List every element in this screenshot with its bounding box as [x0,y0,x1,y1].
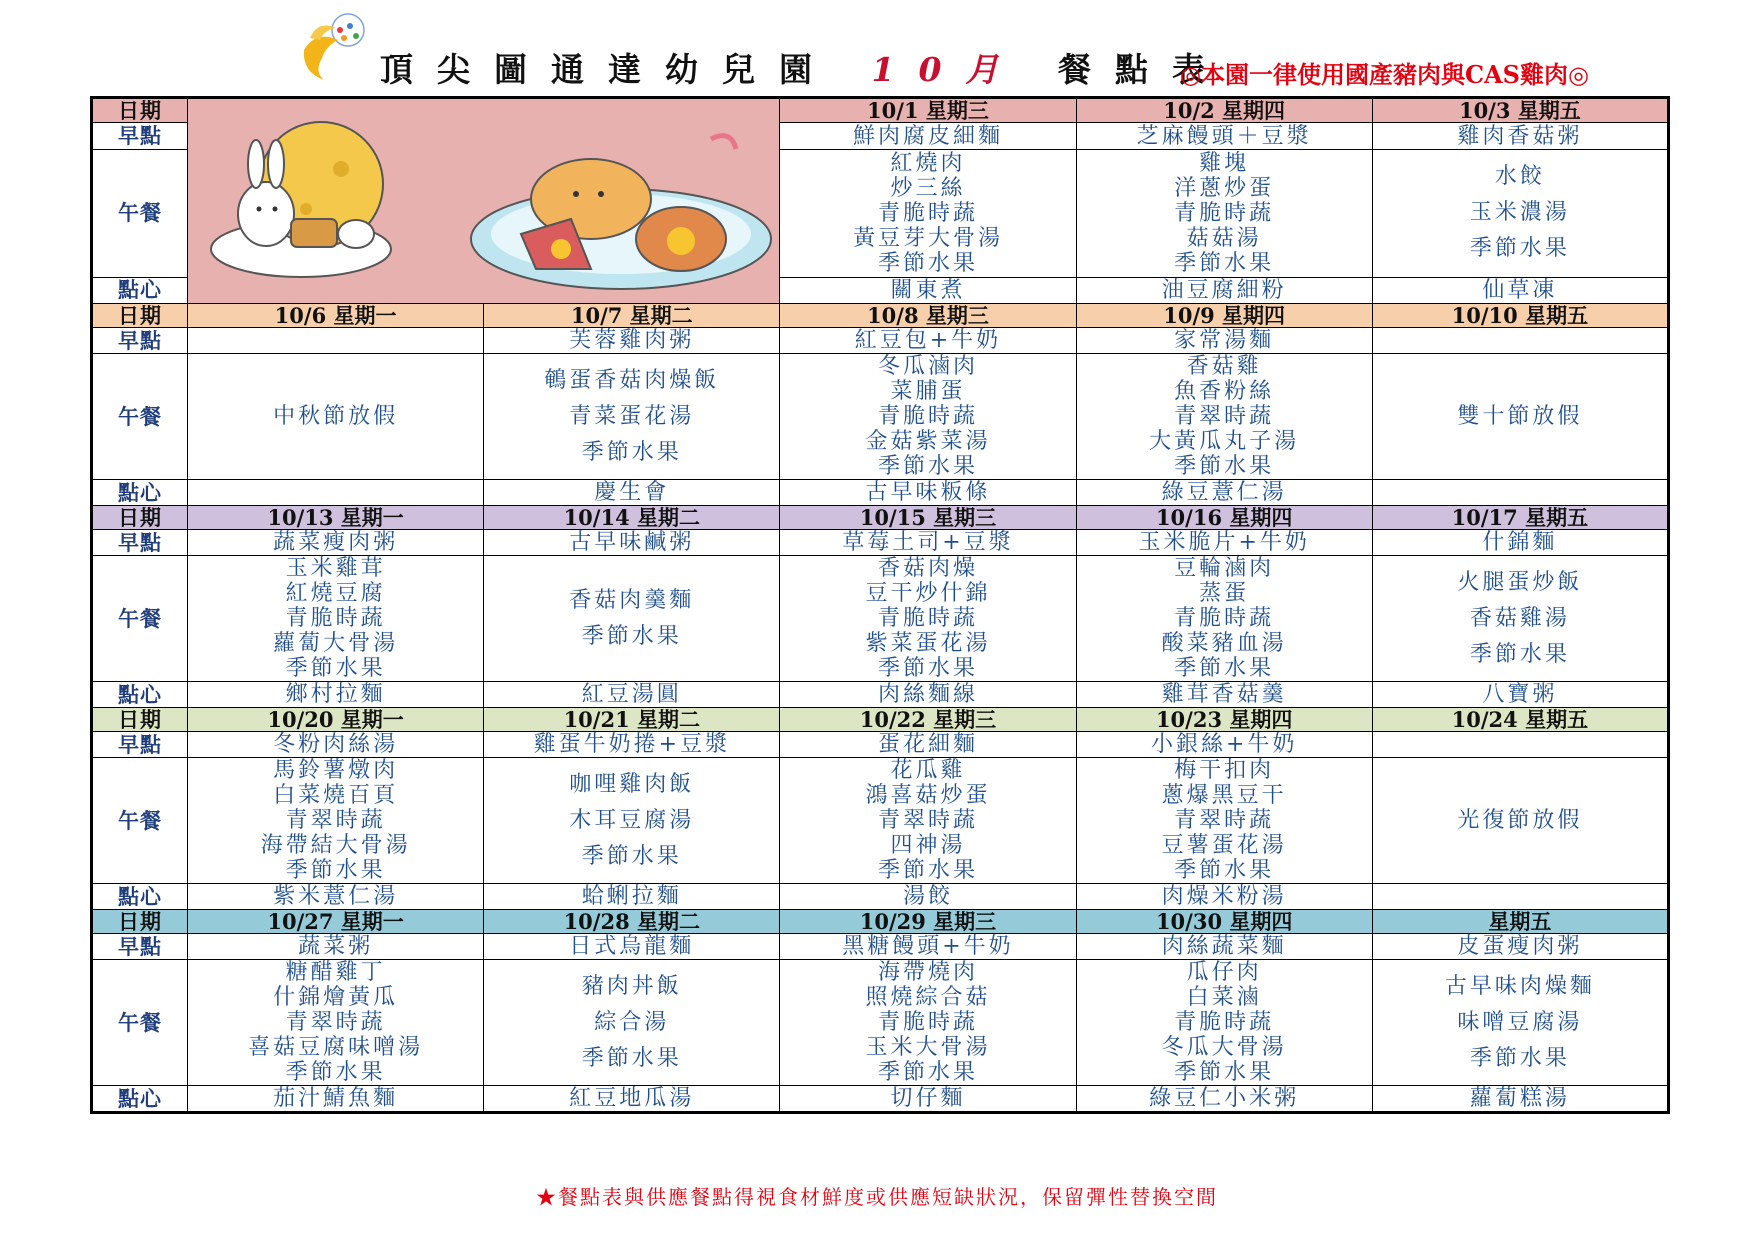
lunch-item: 季節水果 [581,843,682,869]
lunch-label: 午餐 [92,556,188,682]
snack-cell: 古早味粄條 [780,480,1076,506]
lunch-cell [1372,149,1668,277]
lunch-cell [1076,758,1372,884]
breakfast-cell: 古早味鹹粥 [484,530,780,556]
lunch-item: 炒三絲 [890,175,966,201]
breakfast-cell: 蛋花細麵 [780,732,1076,758]
lunch-item: 季節水果 [1469,1045,1570,1071]
breakfast-cell: 家常湯麵 [1076,328,1372,354]
mid-autumn-illustration [188,98,780,304]
breakfast-cell: 芝麻饅頭＋豆漿 [1076,123,1372,149]
lunch-item: 馬鈴薯燉肉 [273,758,399,783]
breakfast-cell: 什錦麵 [1372,530,1668,556]
lunch-item: 白菜燒百頁 [273,783,399,808]
snack-cell: 鄉村拉麵 [188,682,484,708]
lunch-item: 青脆時蔬 [877,1010,978,1035]
meat-origin-note: ◎本園一律使用國產豬肉與CAS雞肉◎ [1180,60,1589,89]
lunch-cell [1076,354,1372,480]
school-logo-icon [296,10,376,82]
breakfast-label: 早點 [92,328,188,354]
lunch-item: 花瓜雞 [890,758,966,783]
date-label: 日期 [92,506,188,530]
snack-label: 點心 [92,884,188,910]
lunch-item: 青翠時蔬 [285,1010,386,1035]
lunch-item: 古早味肉燥麵 [1444,973,1595,999]
snack-cell: 肉燥米粉湯 [1076,884,1372,910]
lunch-item: 蔥爆黑豆干 [1161,783,1287,808]
lunch-item: 青脆時蔬 [1174,606,1275,631]
snack-cell: 關東煮 [780,277,1076,303]
date-label: 日期 [92,708,188,732]
breakfast-cell: 雞肉香菇粥 [1372,123,1668,149]
lunch-item: 味噌豆腐湯 [1457,1009,1583,1035]
lunch-item: 瓜仔肉 [1186,960,1262,985]
lunch-item: 青翠時蔬 [1174,404,1275,429]
date-cell: 10/2 星期四 [1076,98,1372,123]
snack-cell: 綠豆仁小米粥 [1076,1086,1372,1113]
lunch-cell [780,556,1076,682]
lunch-item: 海帶結大骨湯 [260,833,411,858]
snack-cell: 油豆腐細粉 [1076,277,1372,303]
lunch-label: 午餐 [92,758,188,884]
lunch-item: 豬肉丼飯 [581,973,682,999]
breakfast-cell [1372,732,1668,758]
breakfast-cell: 紅豆包+牛奶 [780,328,1076,354]
date-cell: 10/1 星期三 [780,98,1076,123]
lunch-item: 蒸蛋 [1199,581,1250,606]
date-cell: 10/20 星期一 [188,708,484,732]
date-cell: 10/30 星期四 [1076,910,1372,934]
date-cell: 10/16 星期四 [1076,506,1372,530]
date-cell: 10/23 星期四 [1076,708,1372,732]
week-3 [92,506,1669,708]
lunch-item: 紅燒豆腐 [285,581,386,606]
breakfast-cell: 草莓土司+豆漿 [780,530,1076,556]
snack-cell: 蘿蔔糕湯 [1372,1086,1668,1113]
lunch-item: 季節水果 [877,656,978,681]
lunch-item: 青脆時蔬 [1174,1010,1275,1035]
lunch-item: 季節水果 [285,656,386,681]
date-cell: 星期五 [1372,910,1668,934]
lunch-item: 冬瓜大骨湯 [1161,1035,1287,1060]
lunch-cell [1372,960,1668,1086]
breakfast-cell: 玉米脆片+牛奶 [1076,530,1372,556]
lunch-item: 鵪蛋香菇肉燥飯 [544,367,720,393]
lunch-item: 咖哩雞肉飯 [569,771,695,797]
lunch-item: 雞塊 [1199,150,1250,176]
lunch-item: 季節水果 [877,454,978,479]
lunch-cell [1076,149,1372,277]
snack-cell: 慶生會 [484,480,780,506]
date-cell: 10/3 星期五 [1372,98,1668,123]
lunch-item: 香菇雞 [1186,354,1262,379]
date-cell: 10/14 星期二 [484,506,780,530]
snack-label: 點心 [92,682,188,708]
lunch-item: 豆薯蛋花湯 [1161,833,1287,858]
lunch-item: 季節水果 [877,858,978,883]
lunch-cell [780,758,1076,884]
breakfast-cell: 黑糖饅頭+牛奶 [780,934,1076,960]
breakfast-cell [188,328,484,354]
date-label: 日期 [92,98,188,123]
snack-cell: 綠豆薏仁湯 [1076,480,1372,506]
lunch-item: 季節水果 [581,623,682,649]
lunch-item: 什錦燴黃瓜 [273,985,399,1010]
lunch-item: 季節水果 [1174,250,1275,276]
moon-rabbit-icon [211,122,391,277]
breakfast-cell: 蔬菜粥 [188,934,484,960]
lunch-cell [188,354,484,480]
lunch-item: 水餃 [1494,164,1545,190]
breakfast-label: 早點 [92,934,188,960]
lunch-item: 青脆時蔬 [877,404,978,429]
snack-cell: 肉絲麵線 [780,682,1076,708]
snack-cell: 紫米薏仁湯 [188,884,484,910]
lunch-item: 青脆時蔬 [285,606,386,631]
lunch-cell [1372,354,1668,480]
school-name: 頂尖圖通達幼兒園 [380,50,836,89]
lunch-item: 大黃瓜丸子湯 [1149,429,1300,454]
lunch-item: 四神湯 [890,833,966,858]
date-cell: 10/9 星期四 [1076,304,1372,328]
lunch-cell [780,149,1076,277]
lunch-item: 綜合湯 [594,1009,670,1035]
snack-cell: 切仔麵 [780,1086,1076,1113]
snack-label: 點心 [92,1086,188,1113]
lunch-item: 季節水果 [877,250,978,276]
breakfast-cell: 肉絲蔬菜麵 [1076,934,1372,960]
lunch-cell [780,960,1076,1086]
lunch-cell [1076,556,1372,682]
lunch-item: 黃豆芽大骨湯 [852,225,1003,251]
lunch-item: 洋蔥炒蛋 [1174,175,1275,201]
lunch-item: 紅燒肉 [890,150,966,176]
lunch-cell [780,354,1076,480]
lunch-item: 季節水果 [285,858,386,883]
breakfast-cell [1372,328,1668,354]
snack-cell [1372,480,1668,506]
breakfast-cell: 蔬菜瘦肉粥 [188,530,484,556]
lunch-item: 季節水果 [581,439,682,465]
snack-cell: 雞茸香菇羹 [1076,682,1372,708]
lunch-item: 雙十節放假 [1457,404,1583,429]
lunch-item: 季節水果 [1174,454,1275,479]
date-label: 日期 [92,304,188,328]
lunch-item: 酸菜豬血湯 [1161,631,1287,656]
week-1 [92,98,1669,304]
lunch-cell [188,556,484,682]
lunch-item: 季節水果 [581,1045,682,1071]
lunch-item: 菜脯蛋 [890,379,966,404]
week-4 [92,708,1669,910]
breakfast-cell: 芙蓉雞肉粥 [484,328,780,354]
snack-cell [188,480,484,506]
lunch-cell [188,758,484,884]
breakfast-label: 早點 [92,732,188,758]
illustration [191,99,776,299]
lunch-item: 季節水果 [1174,858,1275,883]
date-cell: 10/22 星期三 [780,708,1076,732]
lunch-item: 糖醋雞丁 [285,960,386,985]
lunch-item: 青翠時蔬 [285,808,386,833]
lunch-item: 玉米大骨湯 [865,1035,991,1060]
snack-label: 點心 [92,277,188,303]
breakfast-cell: 皮蛋瘦肉粥 [1372,934,1668,960]
lunch-item: 季節水果 [285,1060,386,1085]
date-cell: 10/8 星期三 [780,304,1076,328]
lunch-item: 青脆時蔬 [1174,200,1275,226]
snack-cell: 紅豆地瓜湯 [484,1086,780,1113]
lunch-item: 青脆時蔬 [877,200,978,226]
date-cell: 10/7 星期二 [484,304,780,328]
lunch-label: 午餐 [92,354,188,480]
lunch-cell [188,960,484,1086]
lunch-item: 金菇紫菜湯 [865,429,991,454]
date-cell: 10/10 星期五 [1372,304,1668,328]
date-cell: 10/6 星期一 [188,304,484,328]
lunch-cell [1372,556,1668,682]
mooncake-plate-icon [471,136,771,289]
lunch-item: 蘿蔔大骨湯 [273,631,399,656]
substitution-notice: ★餐點表與供應餐點得視食材鮮度或供應短缺狀況，保留彈性替換空間 [536,1185,1218,1209]
lunch-item: 青脆時蔬 [877,606,978,631]
date-label: 日期 [92,910,188,934]
snack-cell: 仙草凍 [1372,277,1668,303]
lunch-item: 青菜蛋花湯 [569,403,695,429]
lunch-item: 鴻喜菇炒蛋 [865,783,991,808]
lunch-item: 梅干扣肉 [1174,758,1275,783]
breakfast-cell: 日式烏龍麵 [484,934,780,960]
week-2 [92,304,1669,506]
snack-cell: 蛤蜊拉麵 [484,884,780,910]
lunch-item: 青翠時蔬 [877,808,978,833]
lunch-item: 季節水果 [1469,236,1570,262]
lunch-item: 豆干炒什錦 [865,581,991,606]
lunch-item: 季節水果 [877,1060,978,1085]
breakfast-cell: 鮮肉腐皮細麵 [780,123,1076,149]
breakfast-cell: 雞蛋牛奶捲+豆漿 [484,732,780,758]
lunch-cell [1076,960,1372,1086]
date-cell: 10/24 星期五 [1372,708,1668,732]
date-cell: 10/13 星期一 [188,506,484,530]
snack-cell: 茄汁鯖魚麵 [188,1086,484,1113]
title-month: 10月 [871,50,1023,89]
lunch-item: 豆輪滷肉 [1174,556,1275,581]
date-cell: 10/28 星期二 [484,910,780,934]
lunch-item: 魚香粉絲 [1174,379,1275,404]
menu-table [90,96,1670,1114]
date-cell: 10/21 星期二 [484,708,780,732]
date-cell: 10/29 星期三 [780,910,1076,934]
snack-label: 點心 [92,480,188,506]
breakfast-cell: 冬粉肉絲湯 [188,732,484,758]
lunch-item: 火腿蛋炒飯 [1457,569,1583,595]
lunch-cell [484,556,780,682]
lunch-item: 白菜滷 [1186,985,1262,1010]
lunch-item: 喜菇豆腐味噌湯 [248,1035,424,1060]
breakfast-label: 早點 [92,530,188,556]
lunch-cell [484,758,780,884]
lunch-item: 季節水果 [1469,641,1570,667]
lunch-item: 玉米雞茸 [285,556,386,581]
lunch-item: 光復節放假 [1457,808,1583,833]
lunch-item: 冬瓜滷肉 [877,354,978,379]
lunch-cell [484,960,780,1086]
lunch-item: 菇菇湯 [1186,225,1262,251]
snack-cell [1372,884,1668,910]
lunch-item: 季節水果 [1174,1060,1275,1085]
snack-cell: 八寶粥 [1372,682,1668,708]
lunch-item: 香菇肉羹麵 [569,587,695,613]
date-cell: 10/27 星期一 [188,910,484,934]
week-5 [92,910,1669,1113]
lunch-label: 午餐 [92,149,188,277]
lunch-item: 海帶燒肉 [877,960,978,985]
lunch-item: 玉米濃湯 [1469,200,1570,226]
date-cell: 10/17 星期五 [1372,506,1668,530]
date-cell: 10/15 星期三 [780,506,1076,530]
breakfast-cell: 小銀絲+牛奶 [1076,732,1372,758]
lunch-cell [1372,758,1668,884]
lunch-item: 木耳豆腐湯 [569,807,695,833]
breakfast-label: 早點 [92,123,188,149]
lunch-label: 午餐 [92,960,188,1086]
lunch-item: 照燒綜合菇 [865,985,991,1010]
lunch-item: 青翠時蔬 [1174,808,1275,833]
lunch-item: 香菇雞湯 [1469,605,1570,631]
page-title [380,44,1229,91]
title-suffix: 餐點表 [1057,50,1229,89]
lunch-item: 香菇肉燥 [877,556,978,581]
snack-cell: 湯餃 [780,884,1076,910]
lunch-item: 季節水果 [1174,656,1275,681]
lunch-item: 中秋節放假 [273,404,399,429]
lunch-item: 紫菜蛋花湯 [865,631,991,656]
lunch-cell [484,354,780,480]
snack-cell: 紅豆湯圓 [484,682,780,708]
